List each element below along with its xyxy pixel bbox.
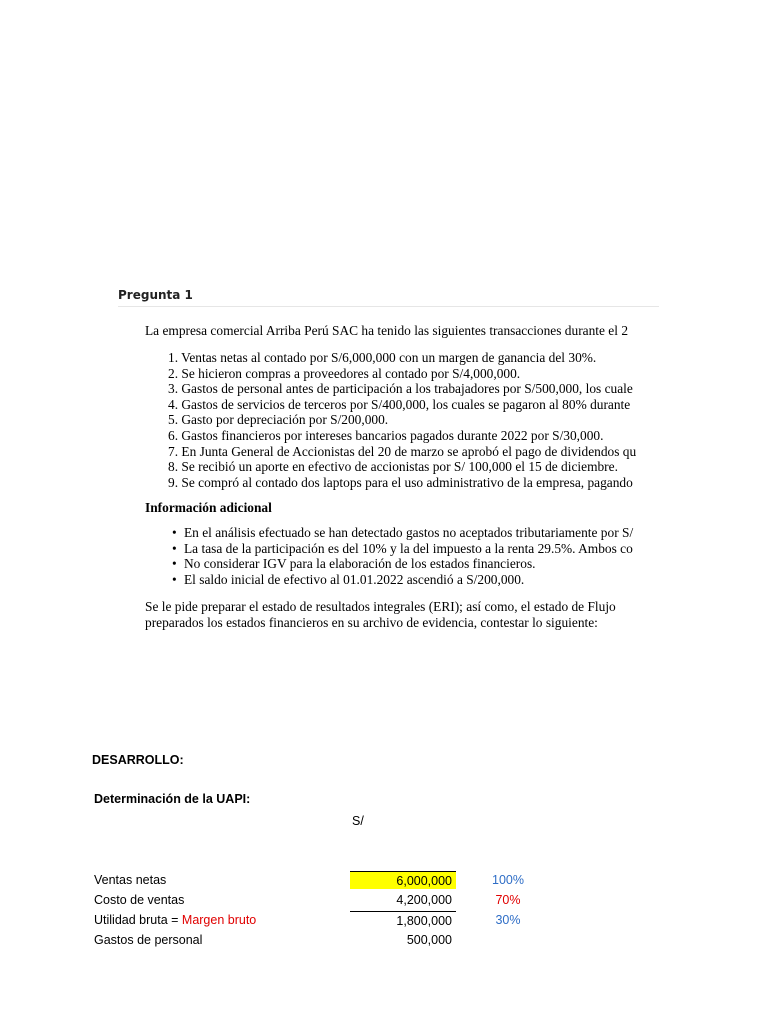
- transaction-item: 1. Ventas netas al contado por S/6,000,000 con un margen de ganancia del 30%.: [168, 350, 597, 365]
- transaction-item: 4. Gastos de servicios de terceros por S/400,000, los cuales se pagaron al 80% durante: [168, 396, 631, 412]
- row-value-utilidad-bruta: 1,800,000: [350, 911, 456, 929]
- row-value-ventas-netas: 6,000,000: [350, 871, 456, 889]
- transactions-list: [168, 350, 636, 490]
- transaction-item: 8. Se recibió un aporte en efectivo de accionistas por S/ 100,000 el 15 de diciembre.: [168, 459, 618, 475]
- closing-line: Se le pide preparar el estado de resultados integrales (ERI); así como, el estado de Flujo: [145, 599, 616, 614]
- transaction-item: 2. Se hicieron compras a proveedores al contado por S/4,000,000.: [168, 365, 521, 381]
- transaction-item: 5. Gasto por depreciación por S/200,000.: [168, 412, 389, 428]
- row-label-gastos-personal: Gastos de personal: [94, 933, 203, 947]
- row-pct-ventas-netas: 100%: [492, 873, 524, 887]
- closing-line: preparados los estados financieros en su archivo de evidencia, contestar lo siguiente:: [145, 614, 598, 630]
- row-value-gastos-personal: 500,000: [406, 933, 452, 947]
- row-value-costo-ventas: 4,200,000: [396, 893, 452, 907]
- margen-bruto-label: Margen bruto: [181, 913, 257, 927]
- additional-info-heading: Información adicional: [145, 500, 272, 515]
- row-label-ventas-netas: Ventas netas: [94, 873, 167, 887]
- row-pct-utilidad-bruta: 30%: [495, 913, 521, 927]
- pregunta-title: Pregunta 1: [118, 288, 193, 302]
- bullet-icon: •: [172, 540, 177, 556]
- pregunta-1-image: [118, 288, 659, 632]
- closing-paragraph: [145, 599, 616, 630]
- row-label-costo-ventas: Costo de ventas: [94, 893, 185, 907]
- desarrollo-heading: DESARROLLO:: [92, 753, 184, 767]
- currency-label: S/: [352, 814, 364, 828]
- bullet-icon: •: [172, 525, 177, 540]
- transaction-item: 9. Se compró al contado dos laptops para el uso administrativo de la empresa, pagando: [168, 474, 633, 490]
- bullet-item: • El saldo inicial de efectivo al 01.01.2022 ascendió a S/200,000.: [172, 571, 525, 587]
- row-pct-costo-ventas: 70%: [495, 893, 521, 907]
- bullet-item: • La tasa de la participación es del 10% y la del impuesto a la renta 29.5%. Ambos co: [172, 540, 633, 556]
- title-divider: [118, 306, 659, 307]
- additional-info-list: [172, 525, 633, 587]
- bullet-icon: •: [172, 556, 177, 572]
- transaction-item: 7. En Junta General de Accionistas del 20 de marzo se aprobó el pago de dividendos qu: [168, 443, 637, 459]
- bullet-icon: •: [172, 571, 177, 587]
- transaction-item: 6. Gastos financieros por intereses bancarios pagados durante 2022 por S/30,000.: [168, 427, 604, 443]
- bullet-item: • No considerar IGV para la elaboración de los estados financieros.: [172, 556, 536, 572]
- bullet-item: • En el análisis efectuado se han detectado gastos no aceptados tributariamente por S/: [172, 525, 634, 540]
- uapi-heading: Determinación de la UAPI:: [94, 792, 251, 806]
- intro-text: La empresa comercial Arriba Perú SAC ha tenido las siguientes transacciones durante el 2: [145, 323, 629, 338]
- row-label-utilidad-bruta: Utilidad bruta = Margen bruto: [94, 913, 257, 927]
- transaction-item: 3. Gastos de personal antes de participación a los trabajadores por S/500,000, los cuale: [168, 381, 633, 397]
